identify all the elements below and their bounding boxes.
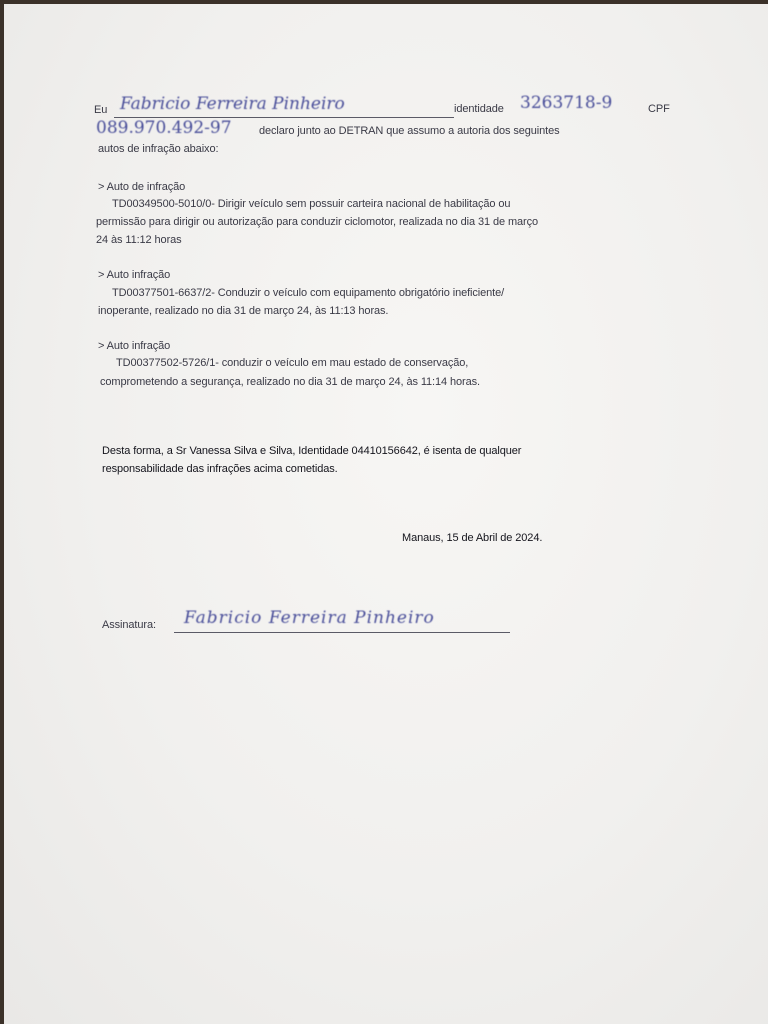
cpf-label: CPF — [648, 103, 670, 115]
handwritten-name: Fabricio Ferreira Pinheiro — [120, 94, 345, 114]
signature-underline — [174, 632, 510, 633]
handwritten-identity: 3263718-9 — [520, 93, 613, 113]
conclusion-line2: responsabilidade das infrações acima cometidas. — [102, 463, 338, 475]
conclusion-line1: Desta forma, a Sr Vanessa Silva e Silva, Identidade 04410156642, é isenta de qualquer — [102, 445, 522, 457]
place-date: Manaus, 15 de Abril de 2024. — [402, 532, 543, 544]
infraction-heading: > Auto infração — [98, 340, 171, 352]
handwritten-signature: Fabricio Ferreira Pinheiro — [184, 608, 435, 628]
handwritten-cpf: 089.970.492-97 — [96, 118, 232, 138]
infraction-line: TD00377502-5726/1- conduzir o veículo em mau estado de conservação, — [116, 357, 469, 369]
declaration-prefix: Eu — [94, 104, 108, 116]
document-page — [4, 4, 768, 1024]
signature-label: Assinatura: — [102, 619, 156, 631]
declaration-line3: autos de infração abaixo: — [98, 143, 219, 155]
identity-label: identidade — [454, 103, 504, 115]
infraction-line: permissão para dirigir ou autorização para conduzir ciclomotor, realizada no dia 31 de março — [96, 216, 539, 228]
infraction-heading: > Auto infração — [98, 269, 171, 281]
infraction-line: 24 às 11:12 horas — [96, 234, 182, 246]
infraction-line: comprometendo a segurança, realizado no dia 31 de março 24, às 11:14 horas. — [100, 376, 480, 388]
infraction-line: TD00349500-5010/0- Dirigir veículo sem possuir carteira nacional de habilitação ou — [112, 198, 511, 210]
infraction-heading: > Auto de infração — [98, 181, 186, 193]
declaration-line2: declaro junto ao DETRAN que assumo a autoria dos seguintes — [259, 125, 560, 137]
infraction-line: inoperante, realizado no dia 31 de março 24, às 11:13 horas. — [98, 305, 389, 317]
infraction-line: TD00377501-6637/2- Conduzir o veículo com equipamento obrigatório ineficiente/ — [112, 287, 505, 299]
